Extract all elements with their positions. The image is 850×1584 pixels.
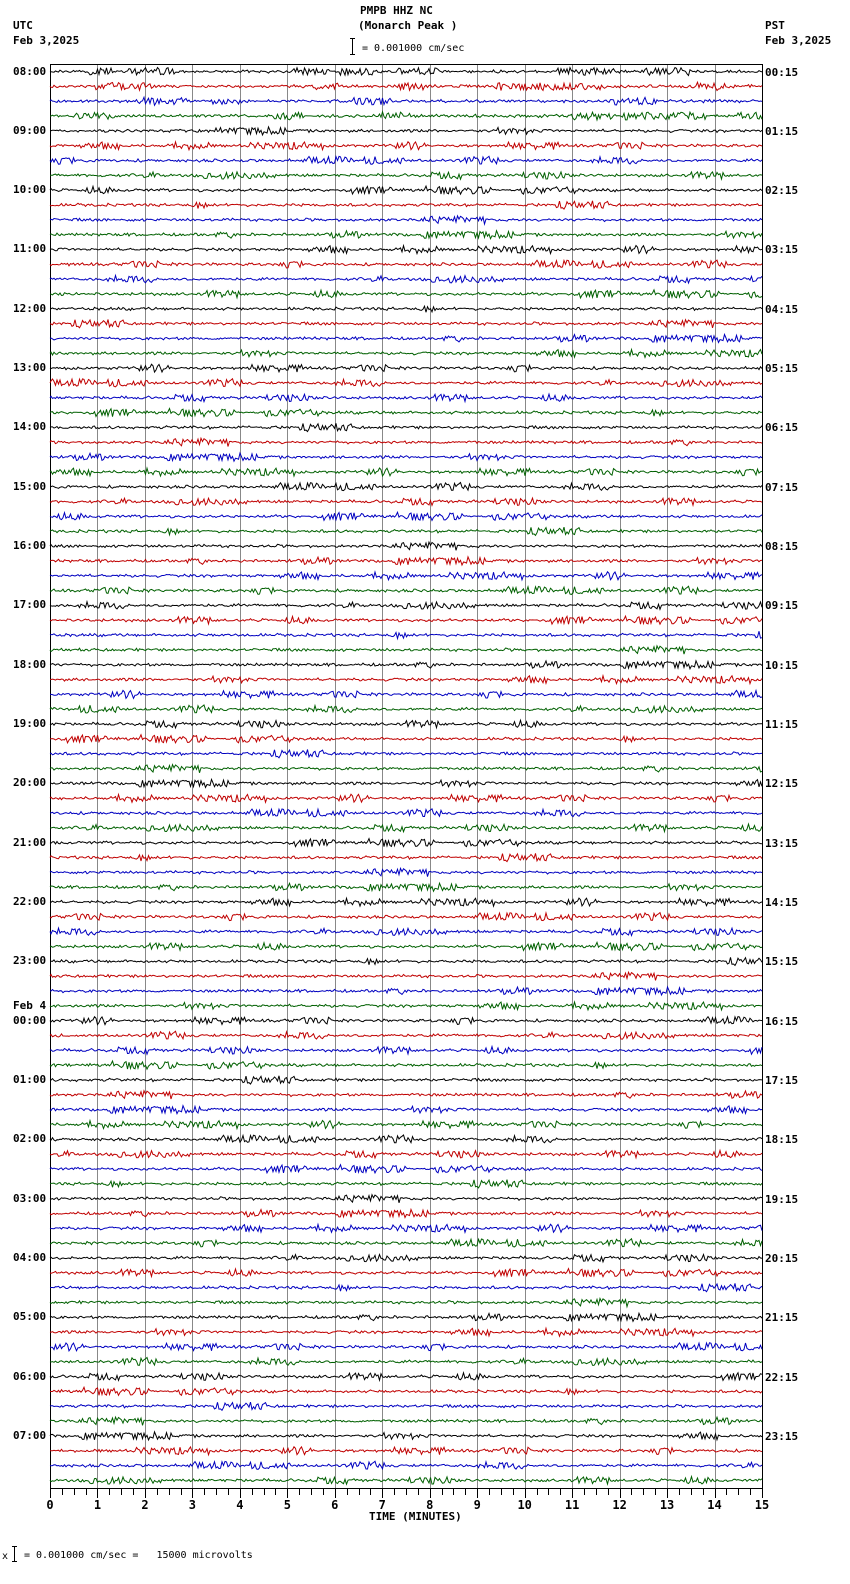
svg-text:5: 5 [283, 1498, 291, 1512]
utc-hour-label: 09:00 [13, 123, 47, 137]
pst-hour-label: 23:15 [765, 1429, 799, 1443]
pst-hour-label: 16:15 [765, 1014, 799, 1028]
svg-text:2: 2 [141, 1498, 149, 1512]
left-timezone: UTC [13, 19, 33, 32]
utc-hour-label: 01:00 [13, 1072, 47, 1086]
svg-text:3: 3 [188, 1498, 197, 1512]
utc-hour-label: 00:00 [13, 1013, 47, 1027]
utc-hour-label: 12:00 [13, 301, 47, 315]
pst-hour-label: 02:15 [765, 184, 799, 198]
right-date: Feb 3,2025 [765, 34, 832, 47]
footer-scale-text: = 0.001000 cm/sec = 15000 microvolts [24, 1550, 253, 1561]
right-timezone: PST [765, 19, 785, 32]
utc-hour-label: 02:00 [13, 1132, 47, 1146]
utc-hour-label: 05:00 [13, 1310, 47, 1324]
svg-text:11: 11 [564, 1498, 580, 1512]
pst-hour-label: 22:15 [765, 1370, 799, 1384]
pst-hour-label: 17:15 [765, 1073, 799, 1087]
svg-text:0: 0 [46, 1498, 54, 1512]
utc-hour-label: 06:00 [13, 1369, 47, 1383]
utc-hour-label: 04:00 [13, 1250, 47, 1264]
utc-hour-label: 03:00 [13, 1191, 47, 1205]
station-location: (Monarch Peak ) [358, 19, 458, 32]
pst-hour-label: 13:15 [765, 836, 799, 850]
utc-hour-label: 20:00 [13, 776, 47, 790]
pst-hour-label: 14:15 [765, 895, 799, 909]
svg-text:4: 4 [236, 1498, 244, 1512]
pst-hour-label: 05:15 [765, 362, 799, 376]
pst-hour-label: 04:15 [765, 302, 799, 316]
footer-marker: x [2, 1551, 9, 1562]
pst-hour-label: 03:15 [765, 243, 799, 257]
svg-text:6: 6 [331, 1498, 339, 1512]
pst-hour-label: 18:15 [765, 1133, 799, 1147]
scale-text: = 0.001000 cm/sec [362, 43, 465, 54]
pst-hour-label: 21:15 [765, 1311, 799, 1325]
pst-hour-label: 08:15 [765, 540, 799, 554]
footer-scale-bar-icon [12, 1546, 17, 1562]
pst-hour-label: 07:15 [765, 480, 799, 494]
date-change-label: Feb 4 [13, 998, 47, 1012]
svg-text:15: 15 [754, 1498, 770, 1512]
x-axis-title: TIME (MINUTES) [369, 1510, 462, 1523]
pst-hour-label: 01:15 [765, 124, 799, 138]
svg-text:10: 10 [517, 1498, 532, 1512]
svg-text:13: 13 [659, 1498, 675, 1512]
utc-hour-label: 14:00 [13, 420, 47, 434]
utc-hour-label: 17:00 [13, 598, 47, 612]
utc-hour-label: 11:00 [13, 242, 47, 256]
utc-hour-label: 15:00 [13, 479, 47, 493]
pst-hour-label: 06:15 [765, 421, 799, 435]
utc-hour-label: 10:00 [13, 183, 47, 197]
svg-text:7: 7 [378, 1498, 386, 1512]
utc-hour-label: 23:00 [13, 954, 47, 968]
svg-text:9: 9 [473, 1498, 481, 1512]
svg-text:8: 8 [426, 1498, 434, 1512]
svg-text:1: 1 [93, 1498, 102, 1512]
svg-text:12: 12 [612, 1498, 627, 1512]
utc-hour-label: 08:00 [13, 64, 47, 78]
pst-hour-label: 09:15 [765, 599, 799, 613]
utc-hour-label: 07:00 [13, 1428, 47, 1442]
utc-hour-label: 18:00 [13, 657, 47, 671]
pst-hour-label: 00:15 [765, 65, 799, 79]
pst-hour-label: 10:15 [765, 658, 799, 672]
utc-hour-label: 22:00 [13, 894, 47, 908]
pst-hour-label: 19:15 [765, 1192, 799, 1206]
left-date: Feb 3,2025 [13, 34, 80, 47]
svg-text:14: 14 [707, 1498, 722, 1512]
pst-hour-label: 12:15 [765, 777, 799, 791]
utc-hour-label: 21:00 [13, 835, 47, 849]
station-title: PMPB HHZ NC [360, 4, 433, 17]
pst-hour-label: 11:15 [765, 718, 799, 732]
utc-hour-label: 16:00 [13, 539, 47, 553]
pst-hour-label: 20:15 [765, 1251, 799, 1265]
utc-hour-label: 13:00 [13, 361, 47, 375]
pst-hour-label: 15:15 [765, 955, 799, 969]
utc-hour-label: 19:00 [13, 717, 47, 731]
